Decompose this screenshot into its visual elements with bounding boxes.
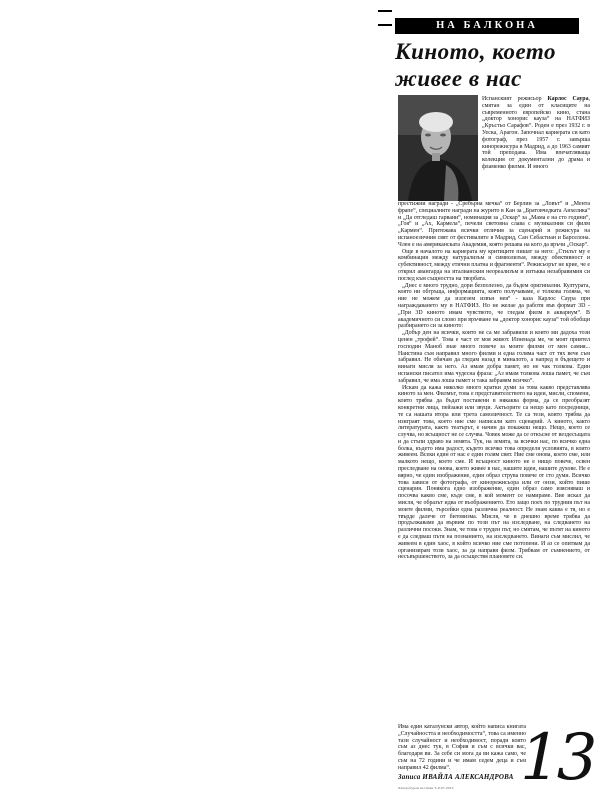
article-body: [398, 201, 590, 561]
lead-intro: Испанският режисьор: [482, 96, 548, 102]
lead-name: Карлос Саура: [547, 96, 589, 102]
byline: Записа ИВАЙЛА АЛЕКСАНДРОВА: [398, 773, 514, 781]
body-paragraph: Още в началото на кариерата му критиците пишат за него: „Стилът му е комбинация между натурализъм и символизъм, между обективност и субективност, между етични платна и фрагменти“. Режисьорът не крие, че е открил авангарда на италианския неореализъм и изтъква незабравимия си поглед към същността на творбата.: [398, 248, 590, 282]
section-rubric: НА БАЛКОНА: [395, 18, 579, 34]
body-paragraph: „Добър ден на всички, които не са ме забравили и които ми дадоха този ценен „трофей“. Това е част от моя живот. Изненада ме, че моят приятел господин Маноб знае много повече за моите филми от мен самия... Наистина съм направил много филми и една голяма част от тях вече съм забравил. Не обичам да гледам назад в миналото, а напред в бъдещето и винаги мисля за него. Аз имам добра памет, но не чак толкова. Един испански писател има чудесна фраза: „Аз имам толкова лоша памет, че съм забравил, че има лоша памет и така забравям всичко“.: [398, 330, 590, 384]
crop-marks: [378, 10, 392, 38]
body-paragraph: Искам да кажа няколко много кратки думи за това какво представлява киното за мен. Филмът, това е представителството на идеи, мисли, спомени, които трябва да бъдат поставени в някаква форма, да се преобразят конкретни лица, пейзажи или звуци. Актьорите са нещо като посредници, те са нашата втора или трета самоличност. Те са тези, които трябва да изиграят това, което ние сме написали като сценарий. А киното, както литературата, както театърът, е начин да покажеш нещо. Нещо, което се случва, но всъщност не се случва. Човек може да се откъсне от вездесъщата и да стъпи здраво на земята. Тук, на земята, за всички нас, по всичко една болка, където има радост, където всичко това определя условията, в които живеем. Всеки един от нас е един голям свят. Ние сме онова, което сме, или малкото нещо, което сме. И всъщност киното не е нищо повече, освен преследване на онова, което живее в нас, нашите идеи, нашите духове. Не е вярно, че един изображение, един образ струва повече от сто думи. Всичко това зависи от фотографа, от кинорежисьора или от онзи, който пише сценария. Понякога едно изображение, един образ само изясняваш и посочва какво сме, къде сме, в кой момент се намираме. Вие искал да мисля, че образът идва от въображението. Ето защо поех по трудния път на моите филми, търсейки една различна реалност. Не знам каква е тя, но е твърде далече от битовизма. Мисля, че в днешно време трябва да продължаваме да вървим по този път на изследване, на следването на различни посоки. Знам, че това е труден път, но смятам, че пътят на киното е да следваш пътя на познанието, на изследването. Винаги съм мислил, че живеем в един хаос, в който всичко ние сме потопени. И аз се опитвам да организирам този хаос, за да направя филм. Трябвам от съмнението, от несъвършенството, за да осъществя плановете си.: [398, 384, 590, 561]
portrait-photo: [398, 95, 478, 201]
body-paragraph: „Днес е много трудно, дори безполезно, да бъдем оригинални. Културата, която ни обгръща, информацията, която получаваме, е толкова голяма, че ние не можем да излезем извън нея“ - каза Карлос Саура при награждаването му в НАТФИЗ. Но не желае да работи във формат 3D - „При 3D киното имам чувството, че гледам филм в аквариум“. В академичното си слово при връчване на „доктор хонорис кауза“ той обобщи разбирането си за киното:: [398, 282, 590, 330]
article-lead: [482, 96, 590, 171]
article-title: Киното, което живее в нас: [395, 39, 557, 91]
body-paragraph: престижни награди - „Сребърна мечка“ от Берлин за „Ловът“ и „Мента фрапе“, специалните награди на журито в Кан за „Братовчедката Анхелика“ и „Да отгледаш гарвани“, номинация за „Оскар“ за „Мама е на сто години“, „Гоя“ и „Ах, Кармела“, печели световна слава с музикалния си филм „Кармен“. Притежава всички отличия за сценарий и режисура на испаноезичния свят от фестивалите в Мадрид, Сан Себастиан и Барселона. Член е на американската Академия, която решава на кого да връчи „Оскар“.: [398, 201, 590, 248]
page-number: 13: [520, 721, 594, 795]
lead-text: , смятан за един от класиците на съвременното европейско кино, стана „доктор хонорис кауза“ на НАТФИЗ „Кръстьо Сарафов“. Роден е през 1932 г. в Уеска, Арагон. Започнал кариерата си като фотограф, през 1957 г. завърша кинорежисура в Мадрид, а до 1963 самият той преподава. Има впечатляваща колекция от документални до драма и фламенко филми. И много: [482, 96, 590, 170]
article-closing-paragraph: Има един каталунски автор, който написа книгата „Случайността и необходимостта“, това са именно тази случайност и необходимост, поради които съм аз днес тук, в София и съм с всички вас, благодаря ви. За себе си мога да ви кажа само, че съм на 72 години и че имам седем деца и съм направил 42 филма“.: [398, 724, 526, 771]
footer-note: Литературен вестник 3-9.07.2013: [398, 786, 454, 790]
